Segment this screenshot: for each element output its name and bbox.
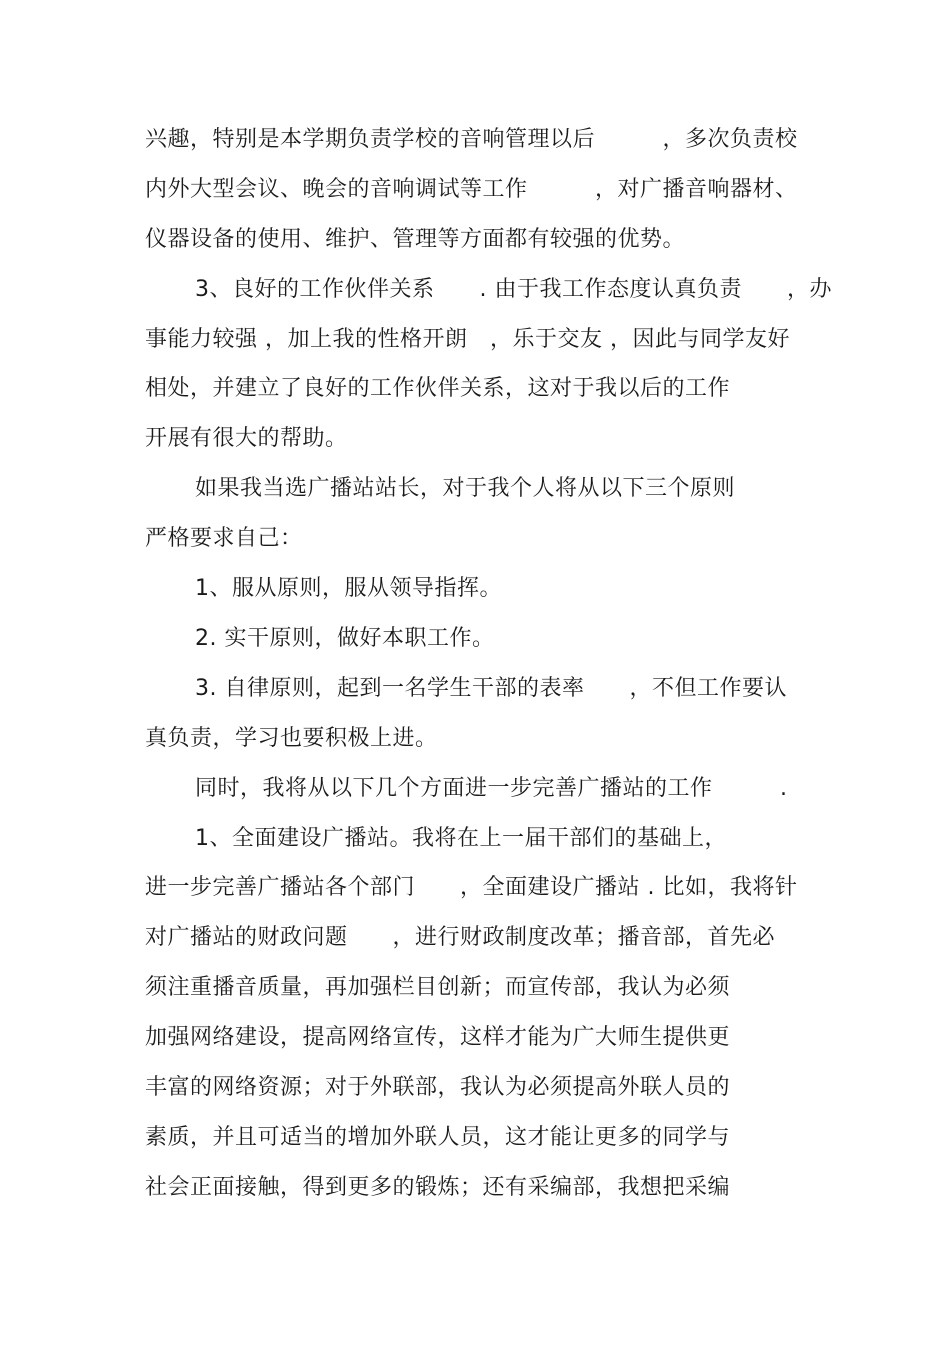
text-line: 加强网络建设，提高网络宣传，这样才能为广大师生提供更 — [145, 1025, 731, 1050]
text-line: 真负责，学习也要积极上进。 — [145, 726, 438, 751]
text-line: 须注重播音质量，再加强栏目创新；而宣传部，我认为必须 — [145, 975, 731, 1000]
text-line: 严格要求自己： — [145, 526, 303, 551]
text-line: 相处，并建立了良好的工作伙伴关系，这对于我以后的工作 — [145, 376, 731, 401]
text-line: 内外大型会议、晚会的音响调试等工作 ，对广播音响器材、 — [145, 177, 798, 202]
text-line: 仪器设备的使用、维护、管理等方面都有较强的优势。 — [145, 227, 686, 252]
text-line: 丰富的网络资源；对于外联部，我认为必须提高外联人员的 — [145, 1075, 731, 1100]
text-line: 对广播站的财政问题 ，进行财政制度改革；播音部，首先必 — [145, 925, 776, 950]
text-line: 1、全面建设广播站。我将在上一届干部们的基础上， — [195, 826, 727, 851]
text-line: 事能力较强 ，加上我的性格开朗 ，乐于交友 ，因此与同学友好 — [145, 327, 790, 352]
text-line: 3、良好的工作伙伴关系 . 由于我工作态度认真负责 ，办 — [195, 277, 832, 302]
text-line: 素质，并且可适当的增加外联人员，这才能让更多的同学与 — [145, 1125, 731, 1150]
text-line: 兴趣，特别是本学期负责学校的音响管理以后 ，多次负责校 — [145, 127, 798, 152]
text-line: 进一步完善广播站各个部门 ，全面建设广播站 . 比如，我将针 — [145, 875, 798, 900]
text-line: 同时，我将从以下几个方面进一步完善广播站的工作 . — [195, 776, 788, 801]
text-line: 3. 自律原则，起到一名学生干部的表率 ，不但工作要认 — [195, 676, 787, 701]
text-line: 开展有很大的帮助。 — [145, 426, 348, 451]
text-line: 2. 实干原则，做好本职工作。 — [195, 626, 495, 651]
text-line: 社会正面接触，得到更多的锻炼；还有采编部，我想把采编 — [145, 1175, 731, 1200]
text-line: 1、服从原则，服从领导指挥。 — [195, 576, 502, 601]
text-line: 如果我当选广播站站长，对于我个人将从以下三个原则 — [195, 476, 736, 501]
